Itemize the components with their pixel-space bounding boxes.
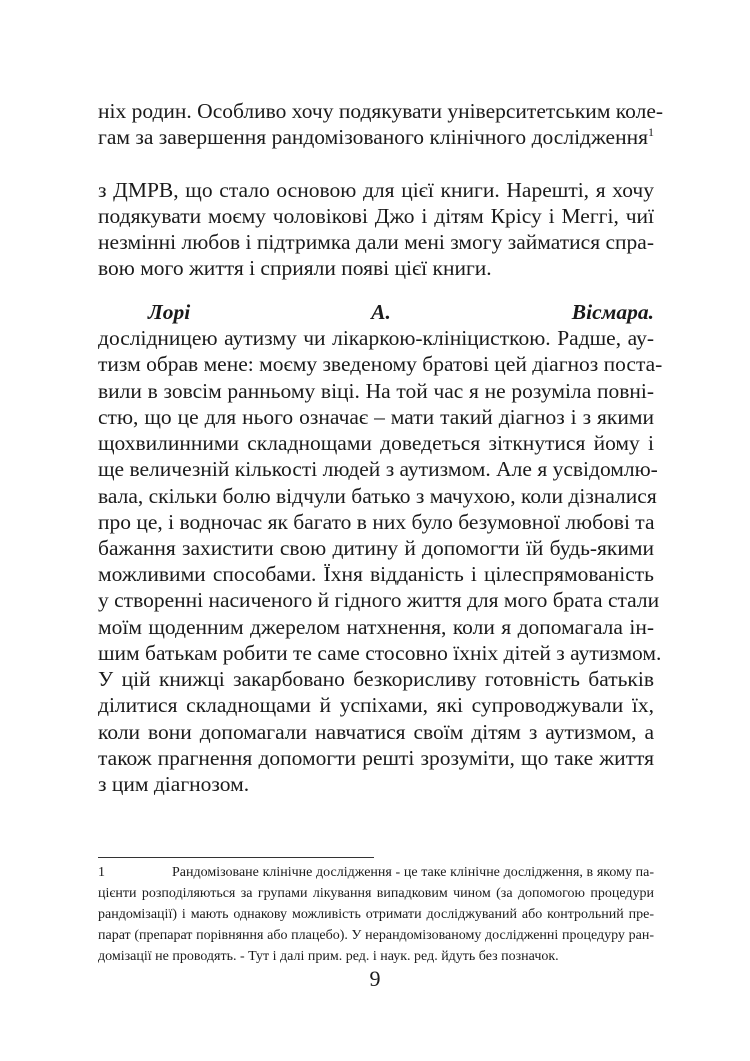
- paragraph2-line-13: моїм щоденним джерелом натхнення, коли я допомагала ін-: [98, 615, 654, 639]
- footnote-line-4: парат (препарат порівняння або плацебо). У нерандомізованому дослідженні процедуру ран-: [98, 928, 654, 943]
- paragraph2-line-2: дослідницею аутизму чи лікаркою-клініцисткою. Радше, ау-: [98, 326, 654, 350]
- paragraph2-line-19: з цим діагнозом.: [98, 772, 250, 796]
- footnote-line-2: цієнти розподіляються за групами лікування випадковим чином (за допомогою процедури: [98, 886, 654, 901]
- footnote-rule: [98, 857, 374, 858]
- paragraph2-line-11: можливими способами. Їхня відданість і цілеспрямованість: [98, 562, 654, 586]
- paragraph2-line-6: щохвилинними складнощами доведеться зіткнутися йому і: [98, 431, 654, 455]
- footnote-number: 1: [98, 865, 105, 880]
- paragraph2-line-10: бажання захистити свою дитину й допомогти їй будь-якими: [98, 536, 654, 560]
- paragraph1-line-1: ніх родин. Особливо хочу подякувати університетським коле-: [98, 99, 664, 123]
- paragraph1-line-6: вою мого життя і сприяли появі цієї книги.: [98, 256, 492, 280]
- paragraph2-line-17: коли вони допомагали навчатися своїм дітям з аутизмом, а: [98, 720, 654, 744]
- paragraph1-line-5: незмінні любов і підтримка дали мені змогу займатися спра-: [98, 230, 654, 254]
- paragraph2-line-14: шим батькам робити те саме стосовно їхніх дітей з аутизмом.: [98, 641, 662, 665]
- footnote-line-1: Рандомізоване клінічне дослідження - це таке клінічне дослідження, в якому па-: [172, 865, 654, 880]
- paragraph2-line-4: вили в зовсім ранньому віці. На той час я не розуміла повні-: [98, 379, 654, 403]
- paragraph2-line-16: ділитися складнощами й успіхами, які супроводжували їх,: [98, 693, 654, 717]
- paragraph1-line-4: подякувати моєму чоловікові Джо і дітям Крісу і Меггі, чиї: [98, 204, 654, 228]
- paragraph2-line-5: стю, що це для нього означає – мати такий діагноз і з якими: [98, 405, 654, 429]
- paragraph2-line-8: вала, скільки болю відчули батько з мачухою, коли дізналися: [98, 484, 657, 508]
- page-number: 9: [369, 966, 381, 991]
- author-name: Лорі А. Вісмара.: [148, 300, 654, 324]
- footnote-reference: 1: [648, 125, 654, 139]
- paragraph2-line-12: у створенні насиченого й гідного життя для мого брата стали: [98, 588, 660, 612]
- paragraph1-line-2: [98, 119, 654, 155]
- paragraph2-line-18: також прагнення допомогти решті зрозуміти, що таке життя: [98, 746, 654, 770]
- footnote-line-3: рандомізації) і мають однакову можливість отримати досліджуваний або контрольний пре-: [98, 907, 654, 922]
- paragraph1-line-2-text: гам за завершення рандомізованого клінічного дослідження: [98, 125, 648, 149]
- footnote-line-5: домізації не проводять. - Тут і далі прим. ред. і наук. ред. йдуть без позначок.: [98, 949, 559, 964]
- paragraph2-line-9: про це, і водночас як багато в них було безумовної любові та: [98, 510, 655, 534]
- paragraph2-line-3: тизм обрав мене: моєму зведеному братові цей діагноз поста-: [98, 352, 663, 376]
- paragraph2-line-7: ще величезній кількості людей з аутизмом. Але я усвідомлю-: [98, 457, 658, 481]
- paragraph2-line-15: У цій книжці закарбовано безкорисливу готовність батьків: [98, 667, 654, 691]
- paragraph1-line-3: з ДМРВ, що стало основою для цієї книги. Нарешті, я хочу: [98, 178, 654, 202]
